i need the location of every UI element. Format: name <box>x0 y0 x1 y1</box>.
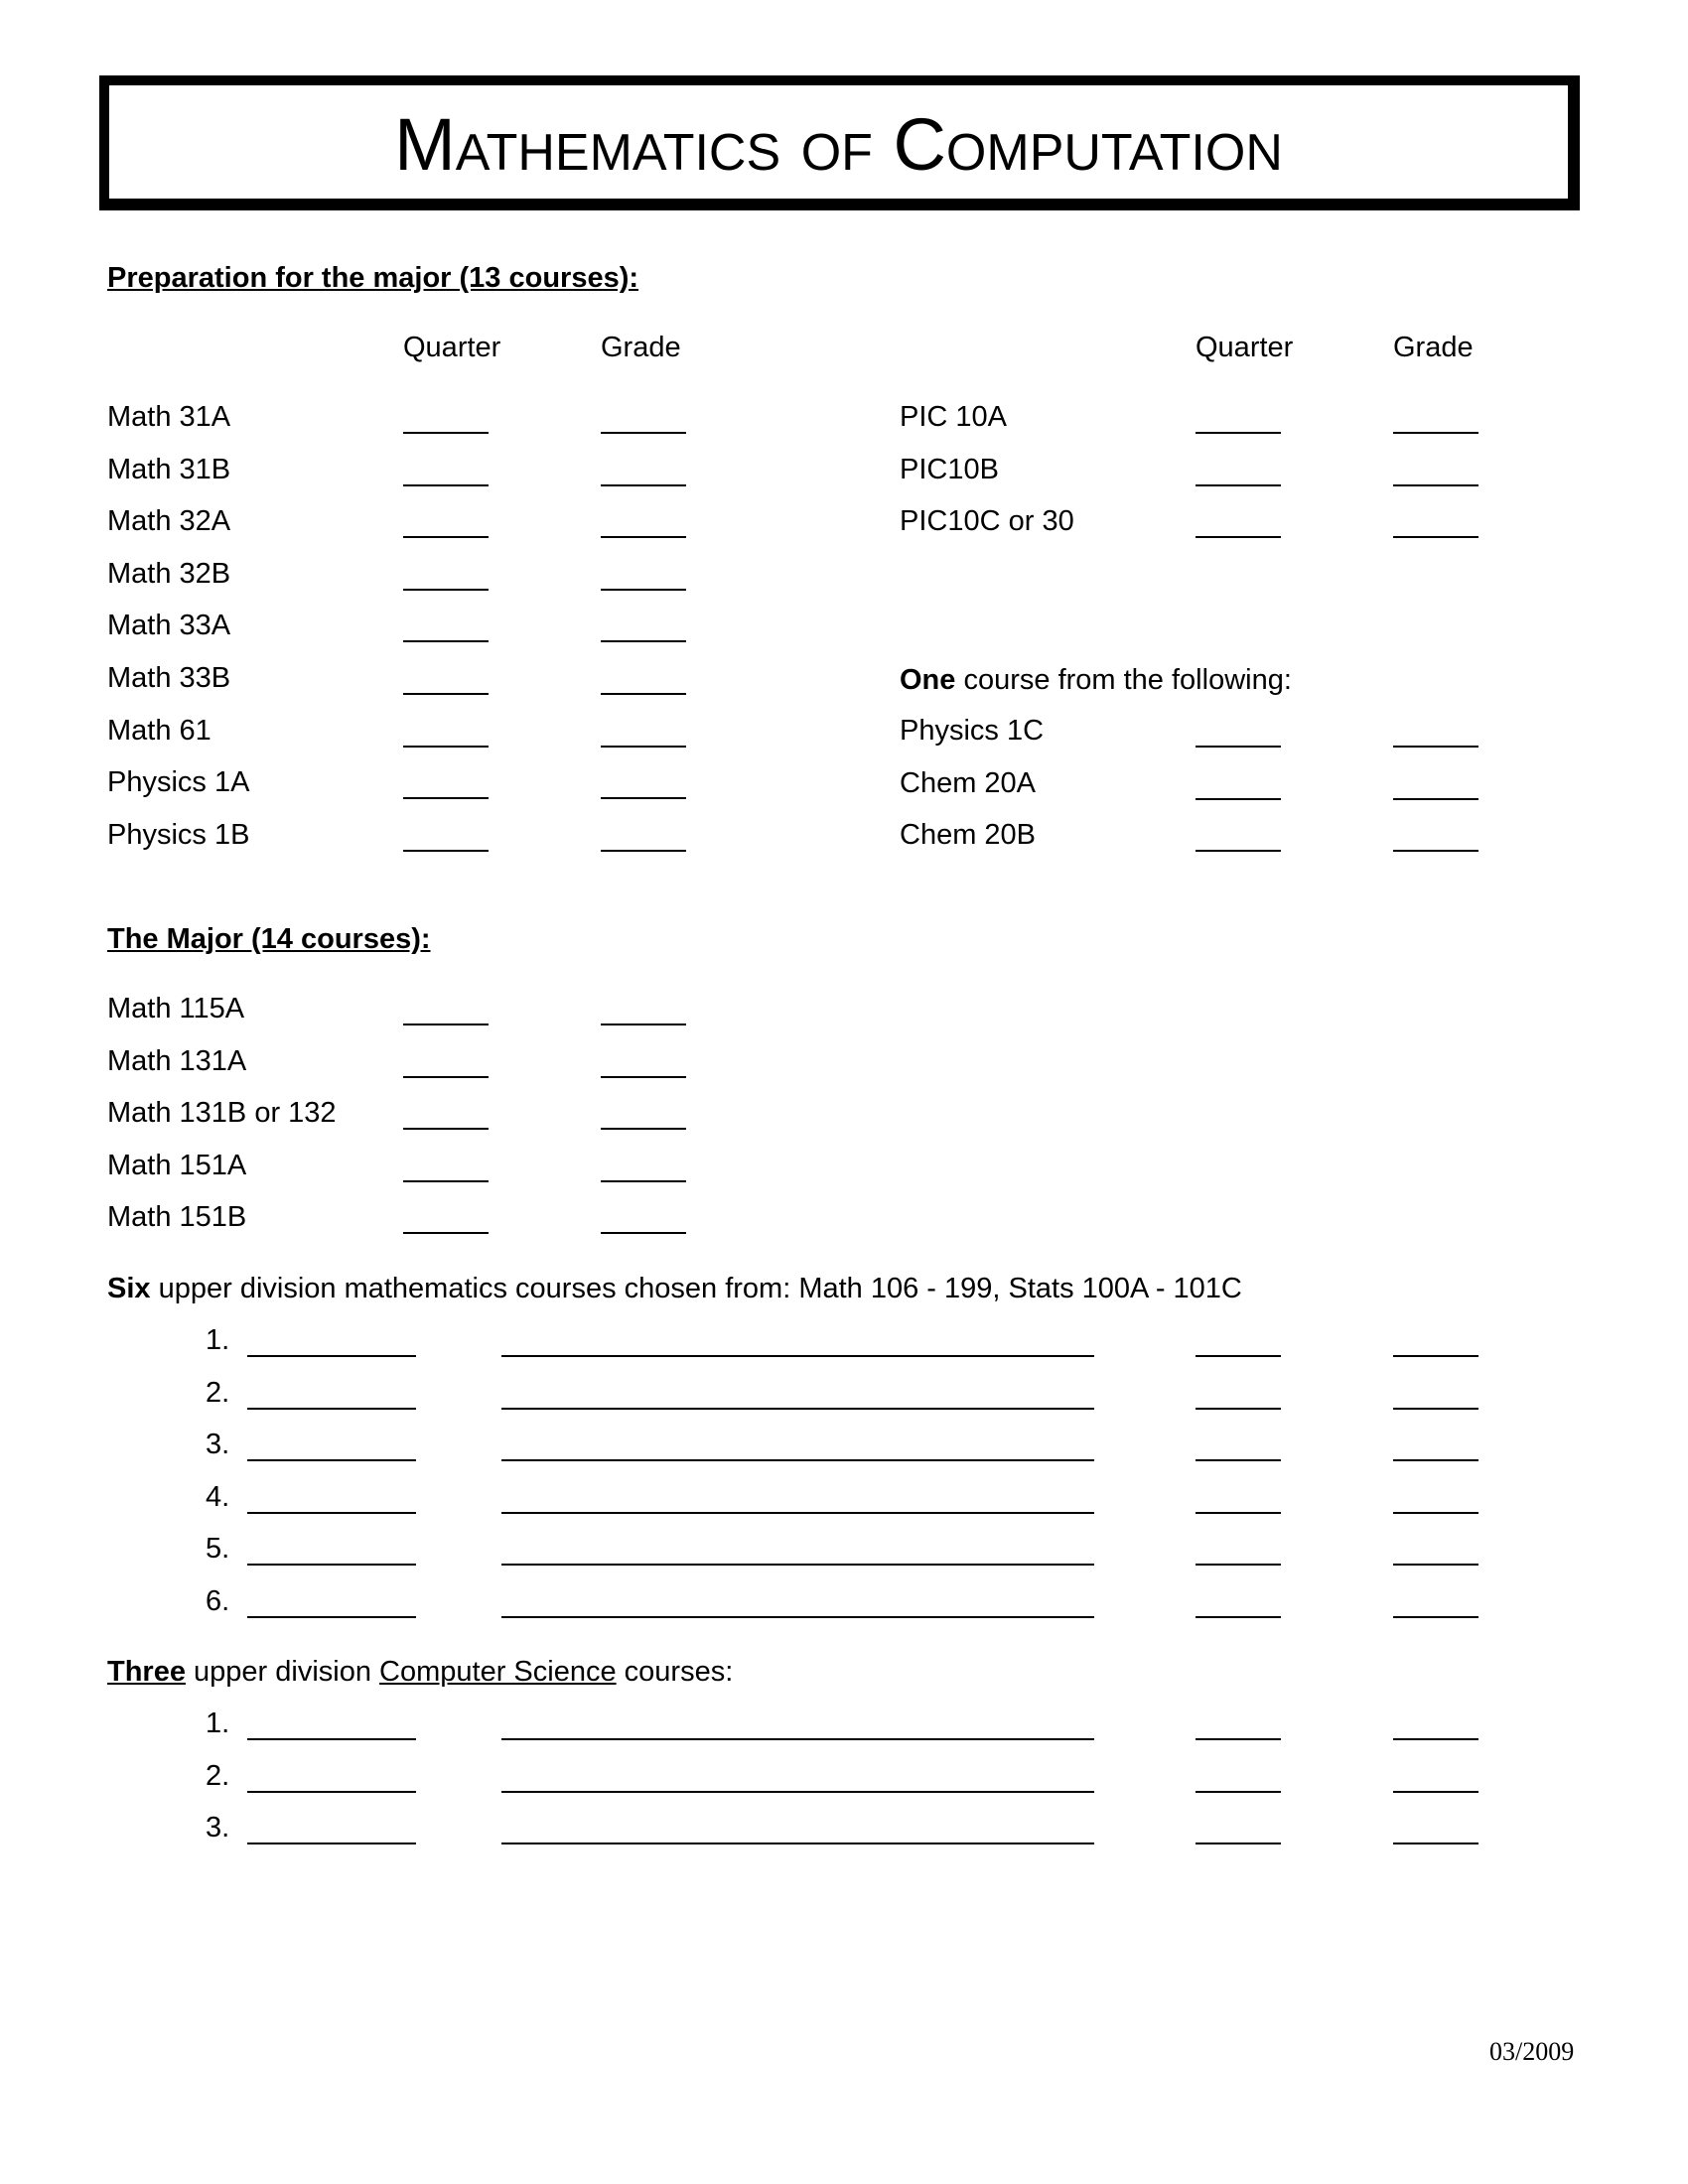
course-label: Physics 1B <box>107 818 250 851</box>
course-label: Math 115A <box>107 993 245 1024</box>
quarter-blank[interactable] <box>403 1232 489 1234</box>
course-label: Chem 20A <box>900 766 1037 799</box>
course-number-blank[interactable] <box>247 1408 416 1410</box>
course-label: Math 61 <box>107 714 211 747</box>
course-title-blank[interactable] <box>501 1459 1094 1461</box>
grade-blank[interactable] <box>601 536 686 538</box>
grade-blank[interactable] <box>1393 746 1478 748</box>
quarter-blank[interactable] <box>1196 1459 1281 1461</box>
course-label: Math 33A <box>107 610 231 642</box>
grade-blank[interactable] <box>1393 1843 1478 1844</box>
quarter-blank[interactable] <box>1196 1355 1281 1357</box>
quarter-blank[interactable] <box>403 1024 489 1025</box>
grade-blank[interactable] <box>601 746 686 748</box>
course-label: PIC 10A <box>900 401 1007 433</box>
grade-blank[interactable] <box>1393 484 1478 486</box>
quarter-blank[interactable] <box>1196 1843 1281 1844</box>
course-number-blank[interactable] <box>247 1738 416 1740</box>
grade-blank[interactable] <box>601 1024 686 1025</box>
grade-blank[interactable] <box>1393 850 1478 852</box>
footer-date: 03/2009 <box>1489 2037 1575 2066</box>
quarter-blank[interactable] <box>403 640 489 642</box>
course-number-blank[interactable] <box>247 1616 416 1618</box>
quarter-blank[interactable] <box>403 746 489 748</box>
course-label: Math 31A <box>107 401 231 433</box>
row-number: 5. <box>206 1533 230 1566</box>
grade-blank[interactable] <box>1393 536 1478 538</box>
course-label: Math 151A <box>107 1149 247 1181</box>
grade-blank[interactable] <box>1393 798 1478 800</box>
course-title-blank[interactable] <box>501 1843 1094 1844</box>
quarter-blank[interactable] <box>1196 746 1281 748</box>
quarter-blank[interactable] <box>1196 536 1281 538</box>
prep-heading: Preparation for the major (13 courses): <box>107 262 639 294</box>
grade-blank[interactable] <box>1393 1459 1478 1461</box>
row-number: 6. <box>206 1585 230 1617</box>
quarter-blank[interactable] <box>403 850 489 852</box>
grade-blank[interactable] <box>601 1180 686 1182</box>
quarter-blank[interactable] <box>403 1128 489 1130</box>
quarter-header-left: Quarter <box>403 332 501 363</box>
grade-blank[interactable] <box>1393 1738 1478 1740</box>
grade-blank[interactable] <box>1393 1408 1478 1410</box>
quarter-blank[interactable] <box>1196 850 1281 852</box>
grade-blank[interactable] <box>1393 432 1478 434</box>
grade-blank[interactable] <box>601 1076 686 1078</box>
grade-blank[interactable] <box>1393 1512 1478 1514</box>
row-number: 3. <box>206 1812 230 1844</box>
major-heading: The Major (14 courses): <box>107 923 431 955</box>
course-label: Physics 1C <box>900 715 1045 747</box>
course-title-blank[interactable] <box>501 1564 1094 1566</box>
quarter-header-right: Quarter <box>1196 332 1294 363</box>
course-label: Math 131A <box>107 1044 247 1077</box>
row-number: 4. <box>206 1480 230 1513</box>
six-instruction <box>107 1271 1242 1306</box>
three-end: courses: <box>616 1656 734 1688</box>
grade-blank[interactable] <box>1393 1564 1478 1566</box>
quarter-blank[interactable] <box>1196 1564 1281 1566</box>
three-mid: upper division <box>185 1656 380 1688</box>
quarter-blank[interactable] <box>1196 1408 1281 1410</box>
quarter-blank[interactable] <box>1196 798 1281 800</box>
six-rest: upper division mathematics courses chosen from: Math 106 - 199, Stats 100A - 101C <box>150 1273 1242 1304</box>
title-box <box>99 75 1580 210</box>
course-title-blank[interactable] <box>501 1355 1094 1357</box>
course-title-blank[interactable] <box>501 1791 1094 1793</box>
course-title-blank[interactable] <box>501 1738 1094 1740</box>
grade-blank[interactable] <box>601 693 686 695</box>
grade-blank[interactable] <box>1393 1355 1478 1357</box>
row-number: 2. <box>206 1759 230 1792</box>
row-number: 3. <box>206 1429 230 1461</box>
three-link: Computer Science <box>379 1656 617 1688</box>
row-number: 1. <box>206 1324 230 1356</box>
quarter-blank[interactable] <box>1196 484 1281 486</box>
grade-blank[interactable] <box>601 1128 686 1130</box>
quarter-blank[interactable] <box>403 693 489 695</box>
course-number-blank[interactable] <box>247 1355 416 1357</box>
grade-blank[interactable] <box>601 589 686 591</box>
six-bold: Six <box>107 1273 151 1304</box>
grade-blank[interactable] <box>601 432 686 434</box>
course-label: Math 33B <box>107 662 231 694</box>
quarter-blank[interactable] <box>1196 432 1281 434</box>
course-title-blank[interactable] <box>501 1616 1094 1618</box>
quarter-blank[interactable] <box>1196 1616 1281 1618</box>
course-label: Math 151B <box>107 1201 247 1234</box>
course-label: Math 31B <box>107 453 231 485</box>
course-label: Math 32A <box>107 505 231 538</box>
page-title: Mathematics of Computation <box>394 103 1283 186</box>
grade-blank[interactable] <box>601 850 686 852</box>
course-label: Chem 20B <box>900 819 1037 852</box>
grade-blank[interactable] <box>601 1232 686 1234</box>
course-label: Math 32B <box>107 557 231 590</box>
row-number: 2. <box>206 1376 230 1409</box>
course-label: Physics 1A <box>107 766 250 799</box>
quarter-blank[interactable] <box>403 536 489 538</box>
grade-blank[interactable] <box>1393 1616 1478 1618</box>
quarter-blank[interactable] <box>403 1076 489 1078</box>
three-bold: Three <box>107 1656 186 1688</box>
course-label: Math 131B or 132 <box>107 1097 337 1130</box>
choice-instruction <box>900 662 1292 698</box>
course-number-blank[interactable] <box>247 1512 416 1514</box>
course-number-blank[interactable] <box>247 1843 416 1844</box>
quarter-blank[interactable] <box>403 484 489 486</box>
course-number-blank[interactable] <box>247 1564 416 1566</box>
quarter-blank[interactable] <box>403 797 489 799</box>
grade-blank[interactable] <box>601 484 686 486</box>
quarter-blank[interactable] <box>1196 1738 1281 1740</box>
grade-blank[interactable] <box>601 797 686 799</box>
quarter-blank[interactable] <box>403 1180 489 1182</box>
course-number-blank[interactable] <box>247 1791 416 1793</box>
course-label: PIC10B <box>900 453 999 485</box>
grade-blank[interactable] <box>1393 1791 1478 1793</box>
course-title-blank[interactable] <box>501 1512 1094 1514</box>
course-label: PIC10C or 30 <box>900 505 1074 538</box>
grade-header-right: Grade <box>1393 332 1474 363</box>
quarter-blank[interactable] <box>1196 1791 1281 1793</box>
course-title-blank[interactable] <box>501 1408 1094 1410</box>
choice-rest: course from the following: <box>955 664 1292 696</box>
grade-header-left: Grade <box>601 332 681 363</box>
quarter-blank[interactable] <box>403 589 489 591</box>
choice-bold: One <box>900 664 956 696</box>
course-number-blank[interactable] <box>247 1459 416 1461</box>
quarter-blank[interactable] <box>403 432 489 434</box>
grade-blank[interactable] <box>601 640 686 642</box>
row-number: 1. <box>206 1707 230 1739</box>
three-instruction <box>107 1654 733 1690</box>
quarter-blank[interactable] <box>1196 1512 1281 1514</box>
